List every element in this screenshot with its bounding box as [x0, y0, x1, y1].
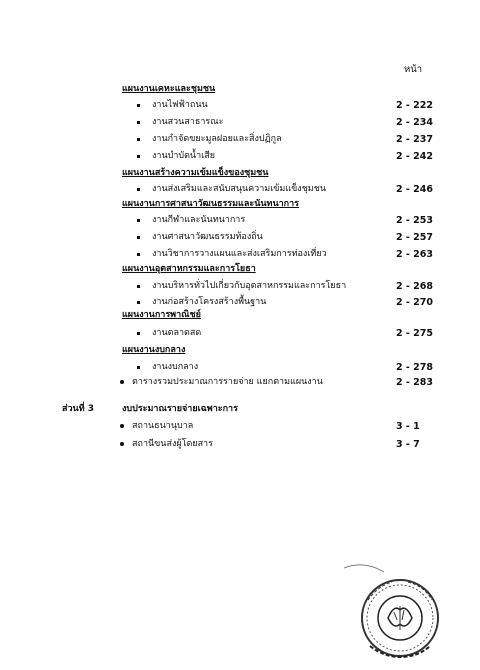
toc-entry-page: 2 - 268	[396, 281, 433, 292]
toc-entry-page: 2 - 234	[396, 117, 433, 128]
toc-entry-page: 2 - 275	[396, 328, 433, 339]
toc-entry-page: 2 - 253	[396, 215, 433, 226]
section-heading: แผนงานอุตสาหกรรมและการโยธา	[122, 264, 256, 274]
toc-entry-label: สถานธนานุบาล	[132, 421, 194, 431]
toc-entry-page: 2 - 246	[396, 184, 433, 195]
bullet-square	[137, 138, 140, 141]
toc-entry-page: 2 - 278	[396, 362, 433, 373]
toc-entry-label: งานไฟฟ้าถนน	[152, 100, 208, 110]
bullet-square	[137, 285, 140, 288]
toc-entry-label: งานบำบัดน้ำเสีย	[152, 151, 215, 161]
official-seal-stamp	[334, 560, 444, 660]
bullet-dot	[120, 380, 124, 384]
section-heading: แผนงานเคหะและชุมชน	[122, 84, 216, 94]
bullet-square	[137, 366, 140, 369]
bullet-square	[137, 236, 140, 239]
toc-entry-label: งานบริหารทั่วไปเกี่ยวกับอุตสาหกรรมและการโยธา	[152, 281, 347, 291]
toc-entry-label: งานกีฬาและนันทนาการ	[152, 215, 246, 225]
bullet-square	[137, 188, 140, 191]
summary-entry-page: 2 - 283	[396, 377, 433, 388]
toc-entry-page: 2 - 222	[396, 100, 433, 111]
toc-entry-label: งานวิชาการวางแผนและส่งเสริมการท่องเที่ยว	[152, 249, 327, 259]
summary-entry-label: ตารางรวมประมาณการรายจ่าย แยกตามแผนงาน	[132, 377, 323, 387]
bullet-square	[137, 155, 140, 158]
bullet-square	[137, 104, 140, 107]
bullet-square	[137, 253, 140, 256]
toc-entry-label: งานกำจัดขยะมูลฝอยและสิ่งปฏิกูล	[152, 134, 282, 144]
toc-entry-label: งานศาสนาวัฒนธรรมท้องถิ่น	[152, 232, 263, 242]
bullet-square	[137, 301, 140, 304]
page-column-label: หน้า	[404, 64, 423, 75]
bullet-dot	[120, 442, 124, 446]
bullet-square	[137, 219, 140, 222]
section-heading: แผนงานสร้างความเข้มแข็งของชุมชน	[122, 168, 269, 178]
section-heading: แผนงานการศาสนาวัฒนธรรมและนันทนาการ	[122, 199, 299, 209]
toc-entry-page: 2 - 263	[396, 249, 433, 260]
bullet-square	[137, 121, 140, 124]
section-heading: แผนงานการพาณิชย์	[122, 310, 201, 320]
toc-entry-label: งานตลาดสด	[152, 328, 202, 338]
part-label: ส่วนที่ 3	[62, 404, 95, 414]
toc-entry-page: 2 - 237	[396, 134, 433, 145]
toc-entry-page: 3 - 7	[396, 439, 420, 450]
toc-entry-label: งานสวนสาธารณะ	[152, 117, 224, 127]
toc-entry-page: 2 - 257	[396, 232, 433, 243]
toc-entry-label: งานก่อสร้างโครงสร้างพื้นฐาน	[152, 297, 267, 307]
part-title: งบประมาณรายจ่ายเฉพาะการ	[122, 404, 238, 414]
toc-entry-page: 2 - 242	[396, 151, 433, 162]
toc-entry-label: สถานีขนส่งผู้โดยสาร	[132, 439, 213, 449]
toc-entry-label: งานส่งเสริมและสนับสนุนความเข้มแข็งชุมชน	[152, 184, 327, 194]
bullet-square	[137, 332, 140, 335]
toc-entry-page: 2 - 270	[396, 297, 433, 308]
bullet-dot	[120, 424, 124, 428]
toc-entry-label: งานงบกลาง	[152, 362, 199, 372]
section-heading: แผนงานงบกลาง	[122, 345, 186, 355]
toc-entry-page: 3 - 1	[396, 421, 420, 432]
